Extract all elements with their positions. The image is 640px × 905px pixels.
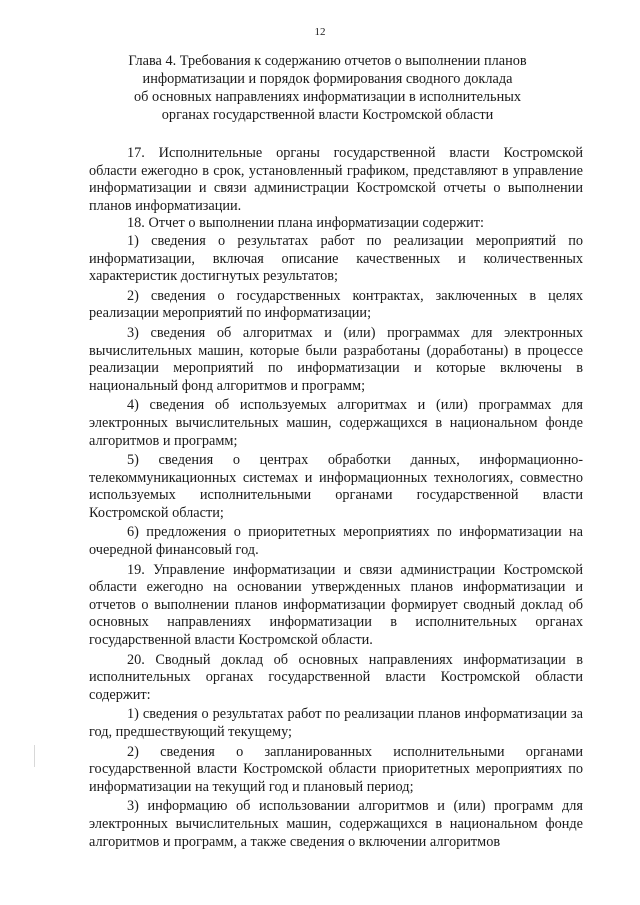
chapter-title-line: об основных направлениях информатизации в исполнительных xyxy=(134,89,521,105)
paragraph-18-item-1: 1) сведения о результатах работ по реализации мероприятий по информатизации, включая описание качественных и количественных характеристик достигнутых результатов; xyxy=(89,232,583,285)
scan-artifact-line xyxy=(34,745,35,767)
paragraph-19: 19. Управление информатизации и связи администрации Костромской области ежегодно на основании утвержденных планов информатизации и отчетов о выполнении планов информатизации формирует сводный доклад об основных направлениях информатизации в исполнительных органах государственной власти Костромской области. xyxy=(89,561,583,649)
paragraph-18-item-6: 6) предложения о приоритетных мероприятиях по информатизации на очередной финансовый год. xyxy=(89,524,583,559)
paragraph-18-item-3: 3) сведения об алгоритмах и (или) программах для электронных вычислительных машин, которые были разработаны (доработаны) в процессе реализации мероприятий по информатизации и которые включены в национальный фонд алгоритмов и программ; xyxy=(89,324,583,394)
paragraph-18-item-4: 4) сведения об используемых алгоритмах и (или) программах для электронных вычислительных машин, содержащихся в национальном фонде алгоритмов и программ; xyxy=(89,397,583,449)
paragraph-18: 18. Отчет о выполнении плана информатизации содержит: xyxy=(127,215,485,232)
paragraph-20-item-3: 3) информацию об использовании алгоритмов и (или) программ для электронных вычислительных машин, содержащихся в национальном фонде алгоритмов и программ, а также сведения о включении алгоритмов xyxy=(89,798,583,850)
paragraph-18-item-5: 5) сведения о центрах обработки данных, информационно-телекоммуникационных системах и информационных технологиях, совместно используемых исполнительными органами государственной власти Костромской области; xyxy=(89,452,583,521)
chapter-title-line: органах государственной власти Костромской области xyxy=(161,107,494,123)
paragraph-20-item-2: 2) сведения о запланированных исполнительными органами государственной власти Костромской области приоритетных мероприятиях по информатизации на текущий год и плановый период; xyxy=(89,743,583,795)
page-number: 12 xyxy=(314,26,326,38)
paragraph-20-item-1: 1) сведения о результатах работ по реализации планов информатизации за год, предшествующий текущему; xyxy=(89,706,583,740)
document-body xyxy=(89,145,583,851)
paragraph-17: 17. Исполнительные органы государственной власти Костромской области ежегодно в срок, установленный графиком, представляют в управление информатизации и связи администрации Костромской отчеты о выполнении планов информатизации. xyxy=(89,145,583,214)
chapter-title-line: информатизации и порядок формирования сводного доклада xyxy=(142,71,513,87)
chapter-title-line: Глава 4. Требования к содержанию отчетов о выполнении планов xyxy=(128,53,527,69)
paragraph-18-item-2: 2) сведения о государственных контрактах, заключенных в целях реализации мероприятий по информатизации; xyxy=(89,287,583,322)
chapter-title xyxy=(80,52,575,124)
paragraph-20: 20. Сводный доклад об основных направлениях информатизации в исполнительных органах государственной власти Костромской области содержит: xyxy=(89,651,583,703)
